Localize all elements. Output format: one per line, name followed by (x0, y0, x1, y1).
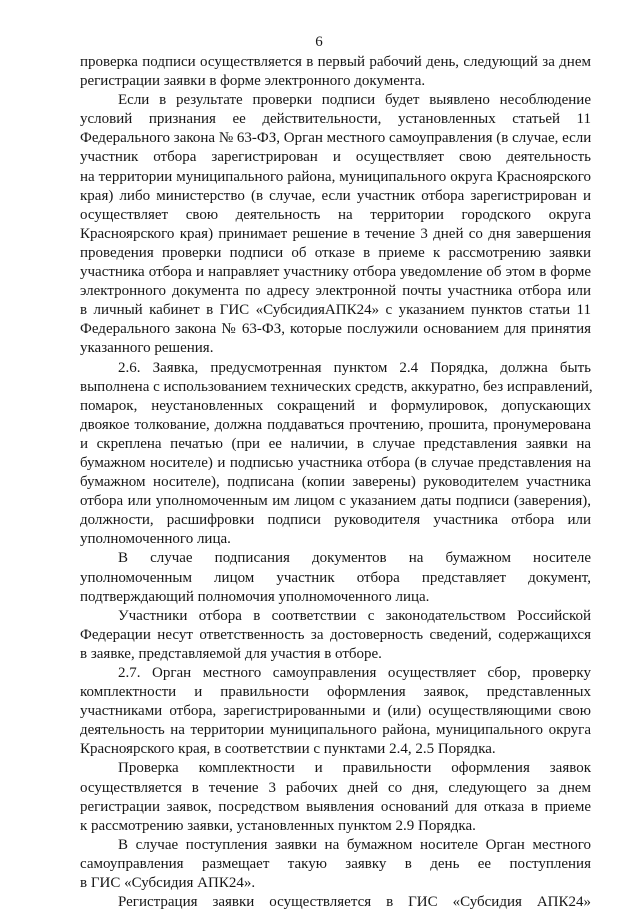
text-line: в заявке, представляемой для участия в отборе. (80, 645, 382, 662)
text-line: условий признания ее действительности, установленных статьей 11 (80, 111, 591, 128)
text-line: в ГИС «Субсидия АПК24». (80, 875, 256, 892)
paragraph (80, 91, 591, 358)
text-line: участниками отбора, зарегистрированными и (или) осуществляющими свою (80, 703, 591, 720)
paragraph (80, 664, 591, 759)
text-line: уполномоченным лицом участник отбора представляет документ, (80, 569, 591, 586)
paragraph (80, 893, 591, 912)
paragraph (80, 759, 591, 835)
text-line: 2.6. Заявка, предусмотренная пунктом 2.4 Порядка, должна быть (118, 359, 591, 376)
text-line: деятельность на территории муниципального района, муниципального округа (80, 722, 591, 739)
text-line: самоуправления размещает такую заявку в день ее поступления (80, 855, 591, 872)
text-line: двоякое толкование, должна поддаваться прочтению, прошита, пронумерована (80, 416, 591, 433)
text-line: участник отбора зарегистрирован и осуществляет свою деятельность (80, 149, 591, 166)
text-line: бумажном носителе), подписана (копии заверены) руководителем участника (80, 474, 591, 491)
text-line: помарок, неустановленных сокращений и формулировок, допускающих (80, 397, 591, 414)
text-line: Если в результате проверки подписи будет выявлено несоблюдение (118, 92, 591, 109)
text-line: отбора или уполномоченным им лицом с указанием даты подписи (заверения), (80, 493, 591, 510)
text-line: бумажном носителе) и подписью участника отбора (в случае представления на (80, 454, 591, 471)
text-line: указанного решения. (80, 340, 214, 357)
text-line: Федерального закона № 63-ФЗ, Орган местного самоуправления (в случае, если (80, 130, 592, 147)
page-number: 6 (315, 34, 323, 50)
text-line: участника отбора и направляет участнику отбора уведомление об этом в форме (80, 264, 591, 281)
text-line: края) либо министерство (в случае, если участник отбора зарегистрирован и (80, 187, 591, 204)
text-line: Регистрация заявки осуществляется в ГИС «Субсидия АПК24» (118, 894, 591, 911)
text-line: выполнена с использованием технических средств, аккуратно, без исправлений, (80, 378, 593, 395)
paragraph (80, 359, 591, 550)
paragraph (80, 836, 591, 893)
text-line: и скреплена печатью (при ее наличии, в случае представления заявки на (80, 435, 591, 452)
text-line: осуществляется в течение 3 рабочих дней со дня, следующего за днем (80, 779, 591, 796)
text-line: Красноярского края) принимает решение в течение 3 дней со дня завершения (80, 225, 591, 242)
text-line: проверка подписи осуществляется в первый рабочий день, следующий за днем (80, 54, 591, 70)
text-line: Красноярского края, в соответствии с пунктами 2.4, 2.5 Порядка. (80, 741, 496, 758)
text-line: комплектности и правильности оформления заявок, представленных (80, 684, 591, 701)
text-line: Федерации несут ответственность за достоверность сведений, содержащихся (80, 626, 591, 643)
text-line: Проверка комплектности и правильности оформления заявок (118, 760, 591, 777)
text-line: В случае подписания документов на бумажном носителе (118, 550, 591, 567)
text-line: в личный кабинет в ГИС «СубсидияАПК24» с указанием пунктов статьи 11 (80, 302, 591, 319)
text-line: уполномоченного лица. (80, 531, 231, 548)
text-line: на территории муниципального района, муниципального округа Красноярского (80, 168, 591, 185)
text-line: Федерального закона № 63-ФЗ, которые послужили основанием для принятия (80, 321, 591, 338)
text-line: должности, расшифровки подписи руководителя участника отбора или (80, 512, 591, 529)
text-line: осуществляет свою деятельность на территории городского округа (80, 206, 591, 223)
document-body (80, 53, 591, 912)
text-line: к рассмотрению заявки, установленных пунктом 2.9 Порядка. (80, 817, 476, 834)
paragraph (80, 607, 591, 664)
text-line: регистрации заявок, посредством выявления оснований для отказа в приеме (80, 798, 591, 815)
text-line: подтверждающий полномочия уполномоченного лица. (80, 588, 430, 605)
text-line: 2.7. Орган местного самоуправления осуществляет сбор, проверку (118, 665, 591, 681)
paragraph (80, 549, 591, 606)
text-line: регистрации заявки в форме электронного документа. (80, 73, 426, 90)
text-line: Участники отбора в соответствии с законодательством Российской (118, 607, 591, 624)
text-line: В случае поступления заявки на бумажном носителе Орган местного (118, 836, 591, 853)
text-line: проведения проверки подписи об отказе в приеме к рассмотрению заявки (80, 244, 591, 261)
text-line: электронного документа по адресу электронной почты участника отбора или (80, 283, 591, 300)
paragraph (80, 53, 591, 91)
